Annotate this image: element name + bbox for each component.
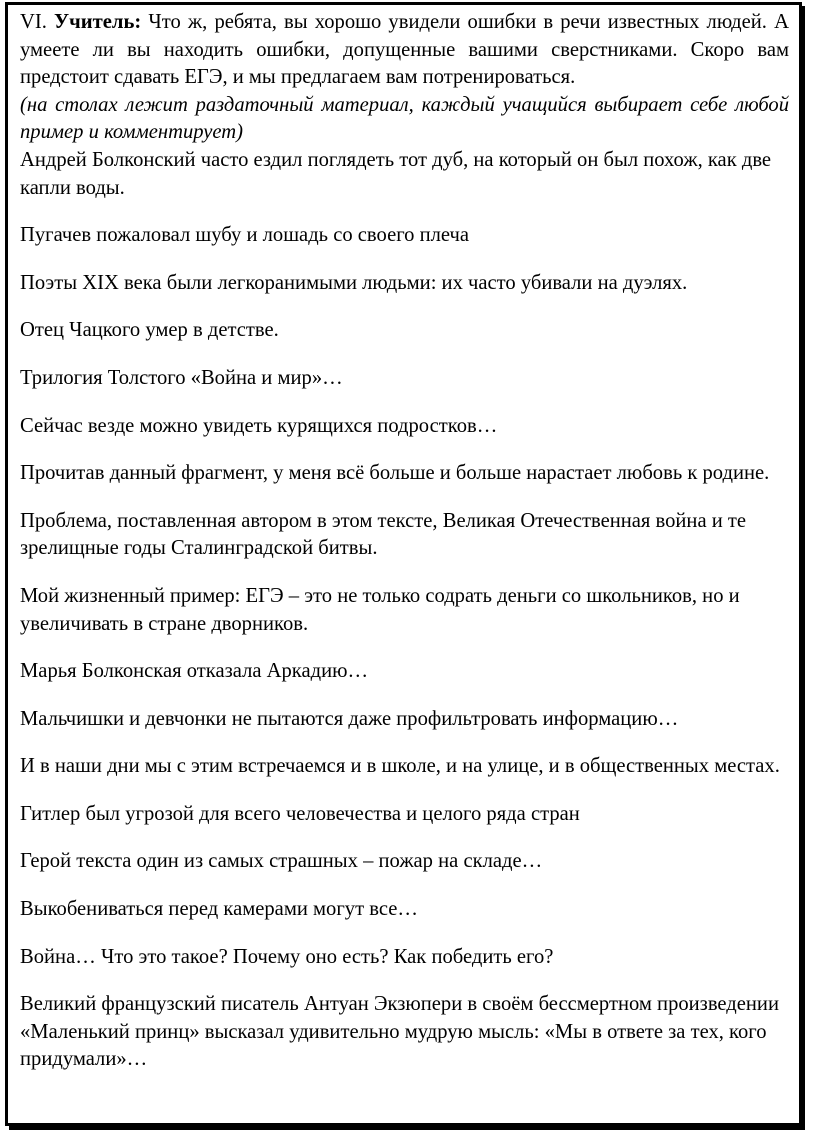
example-item: Проблема, поставленная автором в этом тексте, Великая Отечественная война и те зрелищные годы Сталинградской битвы. bbox=[20, 509, 747, 560]
document-frame bbox=[5, 2, 802, 1126]
example-item: Трилогия Толстого «Война и мир»… bbox=[20, 366, 343, 389]
example-item: Герой текста один из самых страшных – пожар на складе… bbox=[20, 850, 543, 873]
example-item: Марья Болконская отказала Аркадию… bbox=[20, 660, 369, 683]
document-body bbox=[20, 9, 789, 1074]
example-item: Пугачев пожаловал шубу и лошадь со своего плеча bbox=[20, 224, 470, 247]
example-item: Поэты XIX века были легкоранимыми людьми: их часто убивали на дуэлях. bbox=[20, 271, 688, 294]
example-item: Сейчас везде можно увидеть курящихся подростков… bbox=[20, 414, 498, 437]
example-item: Великий французский писатель Антуан Экзюпери в своём бессмертном произведении «Маленький принц» высказал удивительно мудрую мысль: «Мы в ответе за тех, кого придумали»… bbox=[20, 993, 779, 1071]
example-item: Мальчишки и девчонки не пытаются даже профильтровать информацию… bbox=[20, 707, 679, 730]
example-item: Война… Что это такое? Почему оно есть? Как победить его? bbox=[20, 945, 554, 968]
example-item: Прочитав данный фрагмент, у меня всё больше и больше нарастает любовь к родине. bbox=[20, 462, 770, 485]
speaker-label: Учитель: bbox=[54, 11, 142, 33]
intro-block bbox=[20, 9, 789, 147]
example-item: И в наши дни мы с этим встречаемся и в школе, и на улице, и в общественных местах. bbox=[20, 755, 780, 778]
frame-shadow-right bbox=[802, 6, 805, 1130]
teacher-speech bbox=[20, 9, 789, 92]
section-number: VI. bbox=[20, 11, 47, 33]
example-item: Мой жизненный пример: ЕГЭ – это не только содрать деньги со школьников, но и увеличивать в стране дворников. bbox=[20, 584, 740, 635]
example-item: Выкобениваться перед камерами могут все… bbox=[20, 898, 418, 921]
instruction-note: (на столах лежит раздаточный материал, каждый учащийся выбирает себе любой пример и комментирует) bbox=[20, 93, 789, 144]
frame-shadow-bottom bbox=[9, 1126, 805, 1130]
example-item: Отец Чацкого умер в детстве. bbox=[20, 319, 279, 342]
examples-list bbox=[20, 147, 789, 1074]
example-item: Андрей Болконский часто ездил поглядеть тот дуб, на который он был похож, как две капли воды. bbox=[20, 148, 772, 199]
example-item: Гитлер был угрозой для всего человечества и целого ряда стран bbox=[20, 802, 580, 825]
speech-text: Что ж, ребята, вы хорошо увидели ошибки в речи известных людей. А умеете ли вы находить ошибки, допущенные вашими сверстниками. Скоро вам предстоит сдавать ЕГЭ, и мы предлагаем вам потренироваться. bbox=[20, 11, 789, 89]
